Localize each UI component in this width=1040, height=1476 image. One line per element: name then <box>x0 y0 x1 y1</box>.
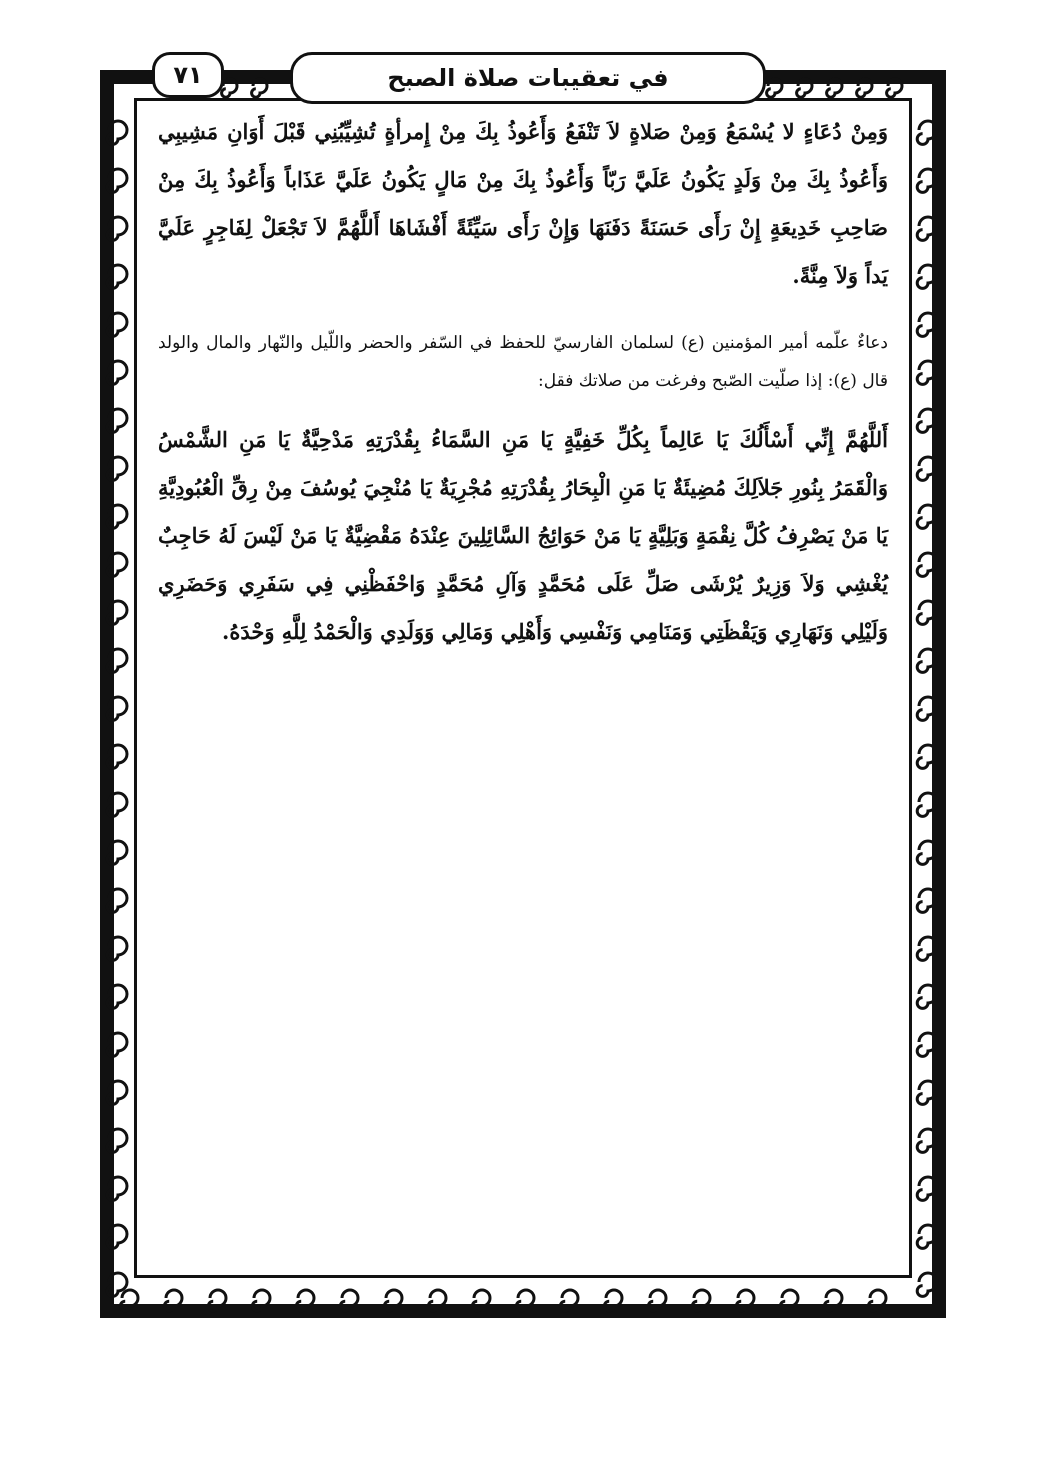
header-title-text: في تعقيبات صلاة الصبح <box>387 64 669 92</box>
page-number <box>152 52 224 98</box>
prayer-paragraph-1: وَمِنْ دُعَاءٍ لا يُسْمَعُ وَمِنْ صَلاةٍ لاَ تَنْفَعُ وَأَعُوذُ بِكَ مِنْ إِمرأةٍ تُشِيِّبُنِي قَبْلَ أَوَانِ مَشِيبِي وَأَعُوذُ بِكَ مِنْ وَلَدٍ يَكُونُ عَلَيَّ رَبّاً وَأَعُوذُ بِكَ مِنْ مَالٍ يَكُونُ عَلَيَّ عَذَاباً وَأَعُوذُ بِكَ مِنْ صَاحِبِ خَدِيعَةٍ إِنْ رَأَى حَسَنَةً دَفَنَهَا وَإِنْ رَأَى سَيِّئَةً أَفْشَاهَا أَللَّهُمَّ لاَ تَجْعَلْ لِفَاجِرٍ عَلَيَّ يَداً وَلاَ مِنَّةً. <box>158 119 888 288</box>
instruction-note: دعاءٌ علّمه أمير المؤمنين (ع) لسلمان الفارسيّ للحفظ في السّفر والحضر واللّيل والنّهار والمال والولد قال (ع): إذا صلّيت الصّبح وفرغت من صلاتك فقل: <box>158 333 888 391</box>
page-body <box>158 108 888 656</box>
prayer-paragraph-2: أَللَّهُمَّ إِنِّي أَسْأَلُكَ يَا عَالِماً بِكُلِّ خَفِيَّةٍ يَا مَنِ السَّمَاءُ بِقُدْرَتِهِ مَدْحِيَّةٌ يَا مَنِ الشَّمْسُ وَالْقَمَرُ بِنُورِ جَلاَلِكَ مُضِيئَةٌ يَا مَنِ الْبِحَارُ بِقُدْرَتِهِ مُجْرِيَةٌ يَا مُنْجِيَ يُوسُفَ مِنْ رِقِّ الْعُبُودِيَّةِ يَا مَنْ يَصْرِفُ كُلَّ نِقْمَةٍ وَبَلِيَّةٍ يَا مَنْ حَوَائِجُ السَّائِلِينَ عِنْدَهُ مَقْضِيَّةٌ يَا مَنْ لَيْسَ لَهُ حَاجِبٌ يُغْشِي وَلاَ وَزِيرٌ يُرْشَى صَلِّ عَلَى مُحَمَّدٍ وَآلِ مُحَمَّدٍ وَاحْفَظْنِي فِي سَفَرِي وَحَضَرِي وَلَيْلِي وَنَهَارِي وَيَقْظَتِي وَمَنَامِي وَنَفْسِي وَأَهْلِي وَمَالِي وَوَلَدِي وَالْحَمْدُ لِلَّهِ وَحْدَهُ. <box>158 427 888 644</box>
header-title <box>290 52 766 104</box>
page-number-text: ٧١ <box>173 61 203 89</box>
